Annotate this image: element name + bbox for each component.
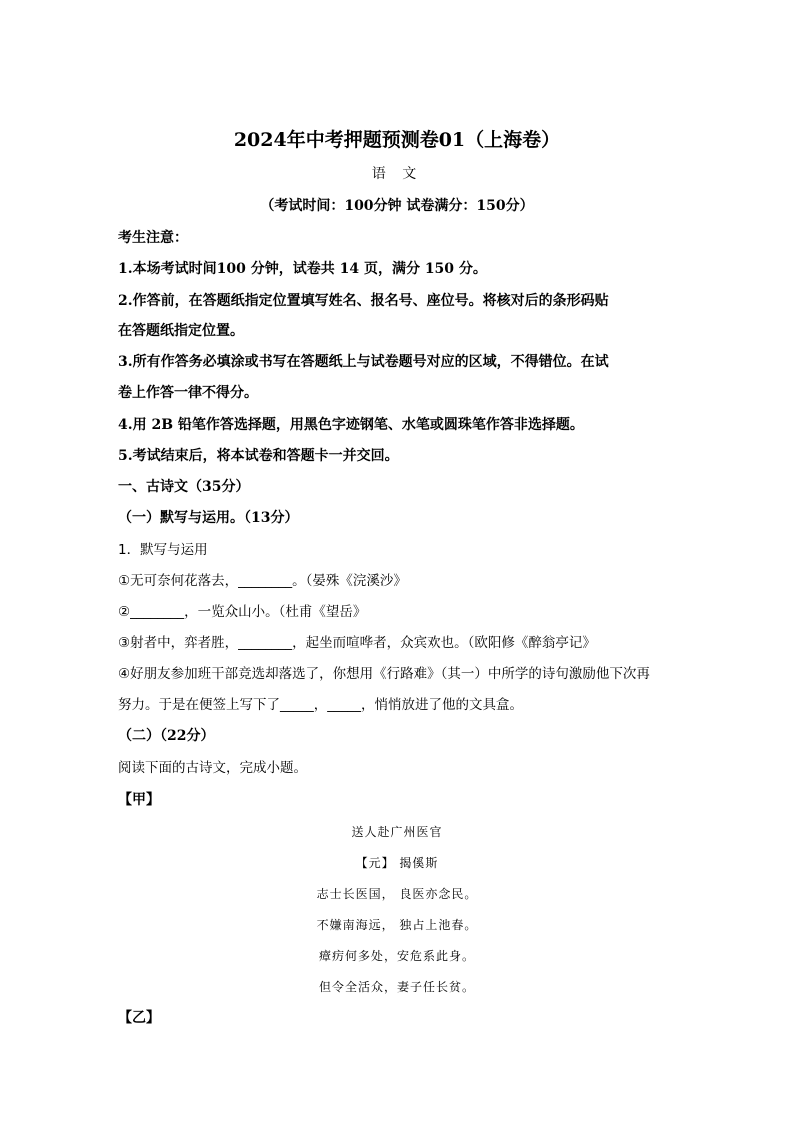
notice-item: 5.考试结束后，将本试卷和答题卡一并交回。 — [118, 448, 399, 464]
notice-item: 3.所有作答务必填涂或书写在答题纸上与试卷题号对应的区域，不得错位。在试 — [118, 354, 609, 370]
question-line: 努力。于是在便签上写下了_____，_____，悄悄放进了他的文具盒。 — [118, 697, 523, 713]
poem-author: 【元】 揭傒斯 — [355, 856, 439, 870]
question-title: 1．默写与运用 — [118, 542, 208, 558]
question-line: ②________，一览众山小。（杜甫《望岳》 — [118, 604, 367, 620]
notice-item-continuation: 卷上作答一律不得分。 — [118, 385, 258, 401]
section-heading: 一、古诗文（35分） — [118, 479, 250, 495]
question-line: ③射者中，弈者胜，________，起坐而喧哗者，众宾欢也。（欧阳修《醉翁亭记》 — [118, 635, 596, 651]
question-line: ④好朋友参加班干部竞选却落选了，你想用《行路难》（其一）中所学的诗句激励他下次再 — [118, 666, 650, 682]
notice-item: 4.用 2B 铅笔作答选择题，用黑色字迹钢笔、水笔或圆珠笔作答非选择题。 — [118, 417, 584, 433]
exam-info: （考试时间：100分钟 试卷满分：150分） — [260, 198, 534, 214]
poem-line: 瘴疠何多处，安危系此身。 — [318, 949, 475, 963]
notice-item-continuation: 在答题纸指定位置。 — [118, 323, 244, 339]
poem-title: 送人赴广州医官 — [351, 825, 443, 839]
passage-label-jia: 【甲】 — [118, 792, 160, 808]
page-title: 2024年中考押题预测卷01（上海卷） — [233, 129, 561, 151]
notice-item: 1.本场考试时间100 分钟，试卷共 14 页，满分 150 分。 — [118, 261, 487, 277]
poem-line: 但令全活众，妻子任长贫。 — [318, 980, 475, 994]
poem-line: 不嫌南海远， 独占上池春。 — [316, 918, 478, 932]
subsection-heading: （二）（22分） — [118, 728, 215, 744]
notice-item: 2.作答前，在答题纸指定位置填写姓名、报名号、座位号。将核对后的条形码贴 — [118, 293, 609, 309]
subsection-heading: （一）默写与运用。（13分） — [118, 510, 299, 526]
notice-heading: 考生注意： — [118, 230, 188, 246]
poem-line: 志士长医国， 良医亦念民。 — [316, 887, 478, 901]
subject-label: 语 文 — [371, 166, 423, 182]
question-line: ①无可奈何花落去，________。（晏殊《浣溪沙》 — [118, 573, 407, 589]
passage-label-yi: 【乙】 — [118, 1010, 160, 1026]
reading-instruction: 阅读下面的古诗文，完成小题。 — [118, 760, 307, 776]
